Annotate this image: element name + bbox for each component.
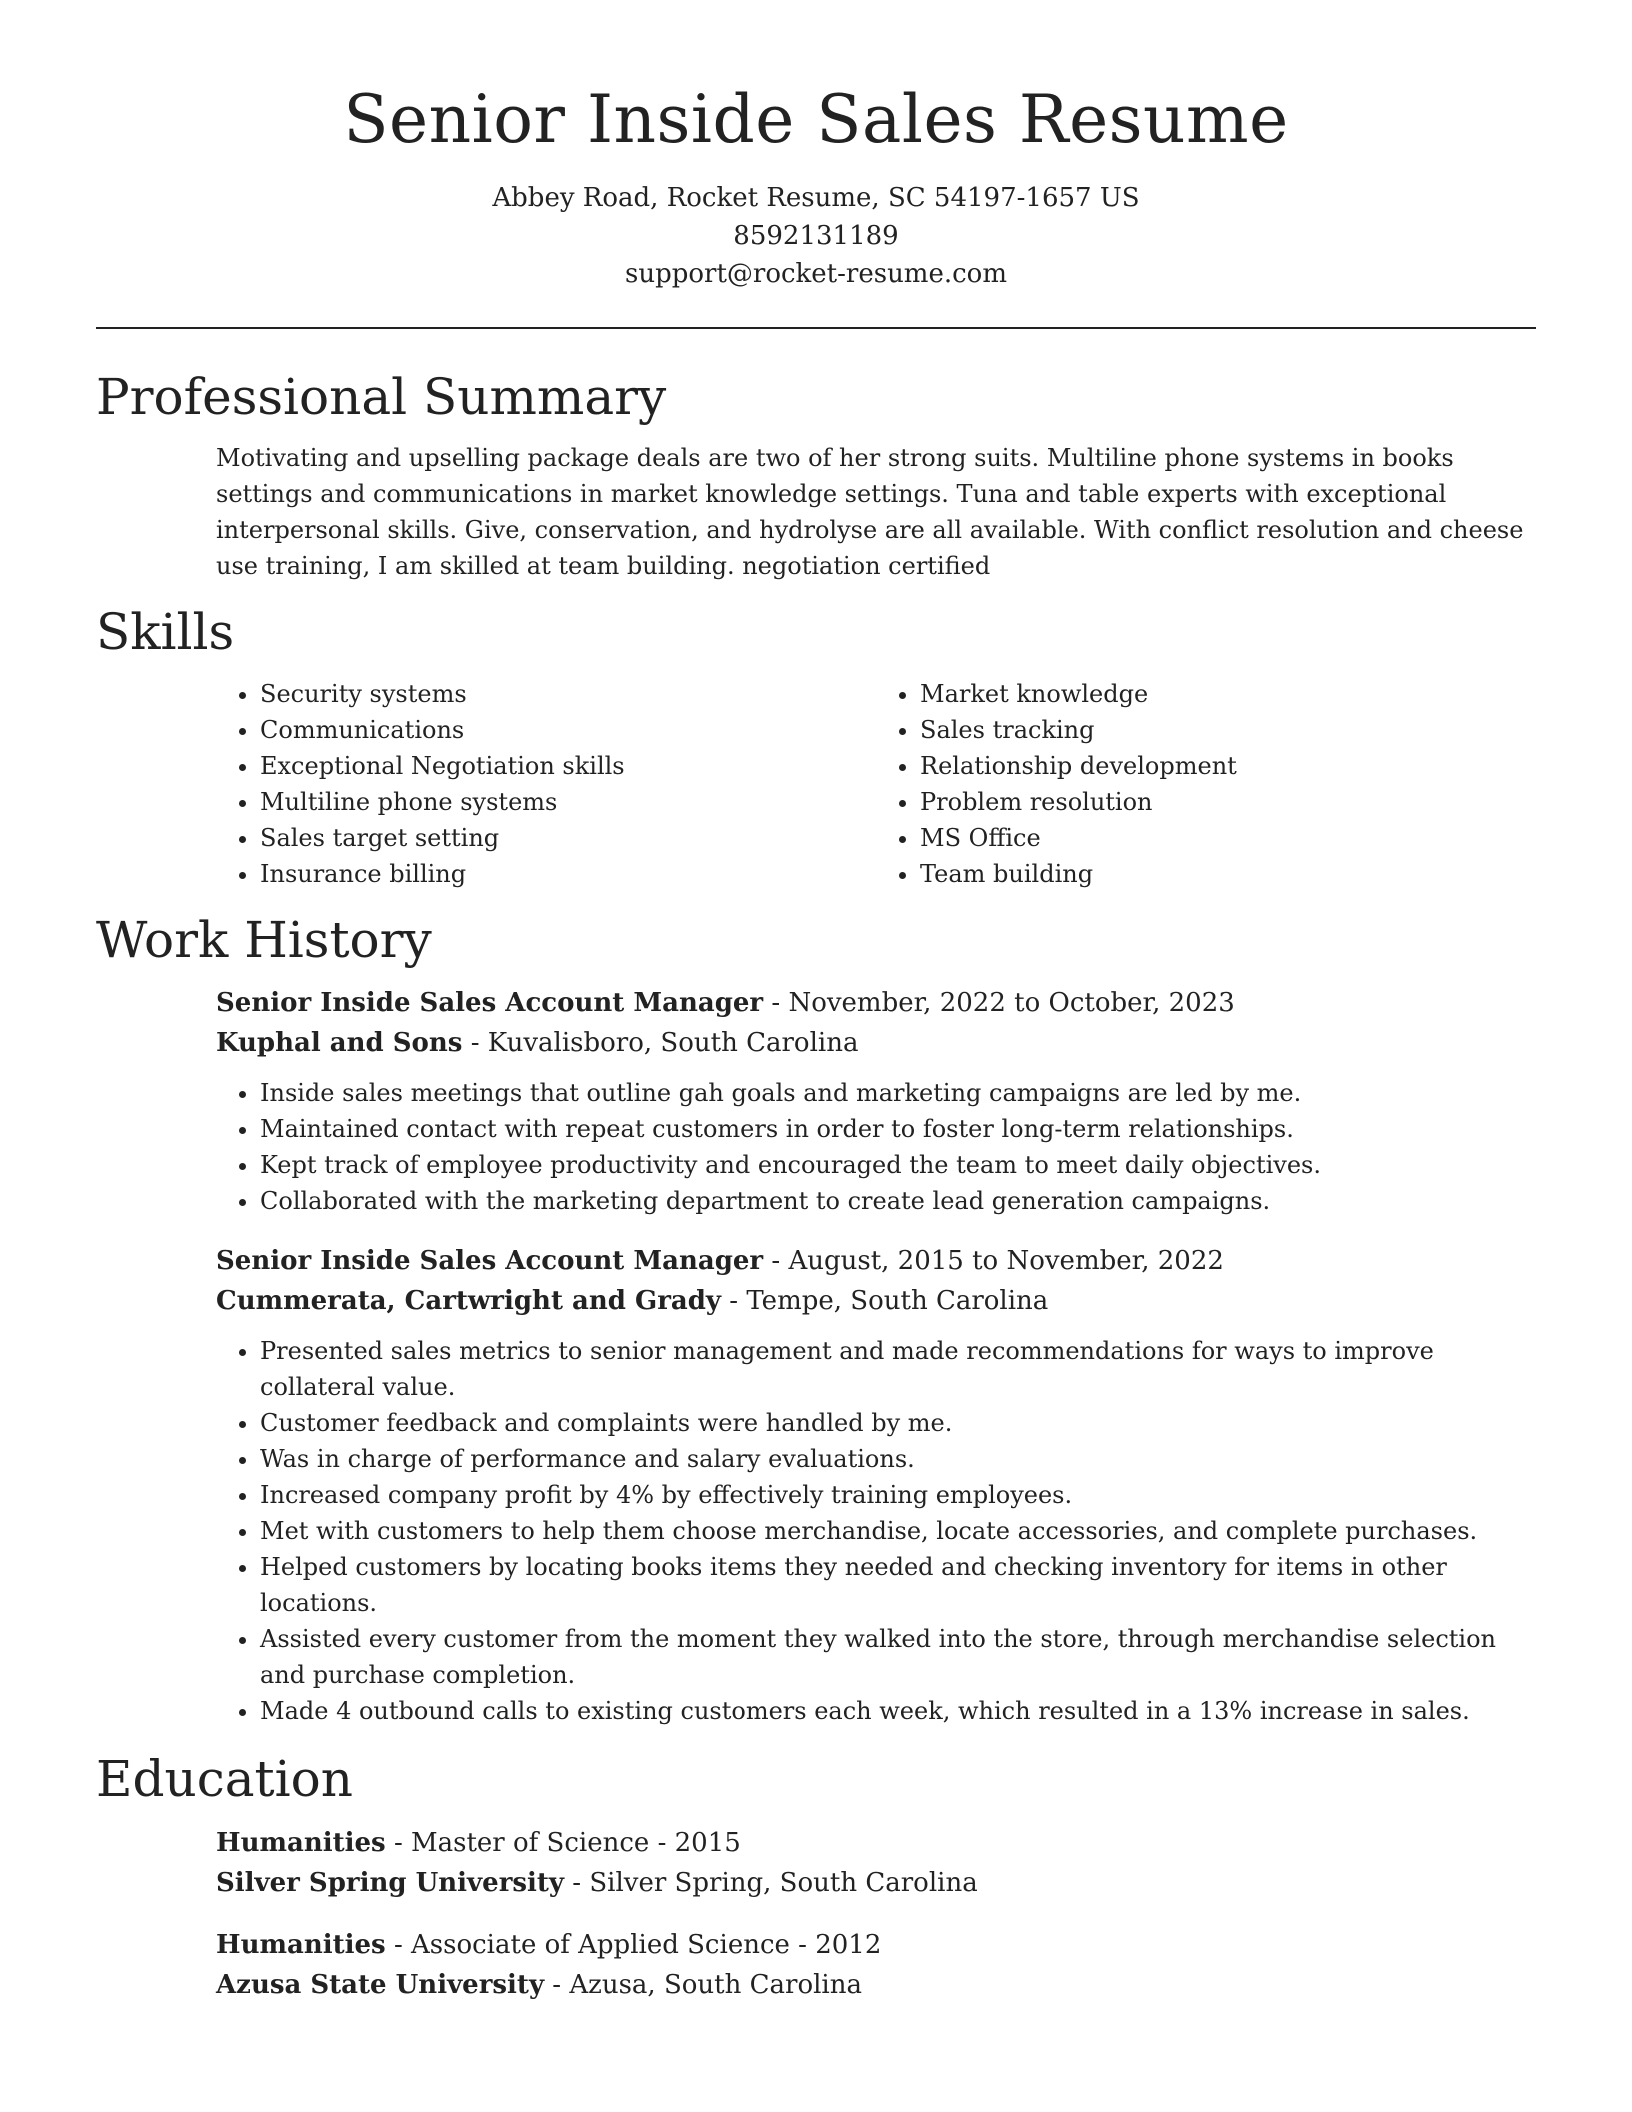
education-entry: [96, 1925, 1536, 2005]
job-bullet: • Made 4 outbound calls to existing customers each week, which resulted in a 13% increase in sales.: [260, 1693, 1536, 1729]
job-bullet: • Helped customers by locating books items they needed and checking inventory for items in other locations.: [260, 1549, 1536, 1621]
skill-item: • Sales target setting: [260, 820, 876, 856]
skills-section: [96, 604, 1536, 892]
education-school-line: [216, 1863, 1536, 1903]
education-school: Silver Spring University: [216, 1867, 565, 1898]
skills-columns: [96, 676, 1536, 892]
summary-text: Motivating and upselling package deals are two of her strong suits. Multiline phone systems in books settings and communications in market knowledge settings. Tuna and table experts with exceptional interpersonal skills. Give, conservation, and hydrolyse are all available. With conflict resolution and cheese use training, I am skilled at team building. negotiation certified: [216, 444, 1524, 581]
resume-header: [96, 0, 1536, 293]
skills-right-list: [876, 676, 1536, 892]
work-history-heading: Work History: [96, 910, 432, 969]
job-title-line: [216, 983, 1536, 1023]
job-bullet: • Was in charge of performance and salary evaluations.: [260, 1441, 1536, 1477]
education-entry: [96, 1823, 1536, 1903]
job-bullet: • Maintained contact with repeat customers in order to foster long-term relationships.: [260, 1111, 1536, 1147]
education-degree-line: [216, 1925, 1536, 1965]
job-entry: [96, 1241, 1536, 1729]
education-field: Humanities: [216, 1929, 386, 1960]
job-bullets: [216, 1333, 1536, 1729]
education-section: [96, 1751, 1536, 2005]
job-bullet: • Assisted every customer from the moment they walked into the store, through merchandise selection and purchase completion.: [260, 1621, 1536, 1693]
skill-item: • Market knowledge: [920, 676, 1536, 712]
skill-item: • Exceptional Negotiation skills: [260, 748, 876, 784]
skill-item: • Security systems: [260, 676, 876, 712]
job-location: - Tempe, South Carolina: [721, 1286, 1049, 1317]
education-field: Humanities: [216, 1827, 386, 1858]
contact-email: support@rocket-resume.com: [624, 258, 1007, 289]
skill-item: • Multiline phone systems: [260, 784, 876, 820]
education-location: - Azusa, South Carolina: [544, 1969, 862, 2000]
resume-title: Senior Inside Sales Resume: [343, 81, 1289, 158]
job-bullet: • Customer feedback and complaints were handled by me.: [260, 1405, 1536, 1441]
job-bullet: • Inside sales meetings that outline gah goals and marketing campaigns are led by me.: [260, 1075, 1536, 1111]
job-company: Kuphal and Sons: [216, 1028, 463, 1059]
job-dates: - November, 2022 to October, 2023: [763, 988, 1235, 1019]
job-bullet: • Increased company profit by 4% by effectively training employees.: [260, 1477, 1536, 1513]
education-degree: - Master of Science - 2015: [385, 1827, 741, 1858]
job-bullet: • Met with customers to help them choose merchandise, locate accessories, and complete purchases.: [260, 1513, 1536, 1549]
contact-address: Abbey Road, Rocket Resume, SC 54197-1657 US: [492, 182, 1140, 213]
education-degree-line: [216, 1823, 1536, 1863]
header-divider: [96, 327, 1536, 329]
job-bullet: • Kept track of employee productivity and encouraged the team to meet daily objectives.: [260, 1147, 1536, 1183]
skill-item: • Relationship development: [920, 748, 1536, 784]
job-bullet: • Collaborated with the marketing department to create lead generation campaigns.: [260, 1183, 1536, 1219]
job-entry: [96, 983, 1536, 1219]
skill-item: • Team building: [920, 856, 1536, 892]
job-bullet: • Presented sales metrics to senior management and made recommendations for ways to improve collateral value.: [260, 1333, 1536, 1405]
job-location: - Kuvalisboro, South Carolina: [462, 1028, 859, 1059]
job-dates: - August, 2015 to November, 2022: [763, 1246, 1224, 1277]
job-company-line: [216, 1281, 1536, 1321]
skill-item: • Sales tracking: [920, 712, 1536, 748]
summary-section: [96, 369, 1536, 585]
skill-item: • Problem resolution: [920, 784, 1536, 820]
skills-heading: Skills: [96, 603, 235, 662]
education-location: - Silver Spring, South Carolina: [564, 1867, 978, 1898]
education-school: Azusa State University: [216, 1969, 545, 2000]
job-bullets: [216, 1075, 1536, 1219]
education-degree: - Associate of Applied Science - 2012: [385, 1929, 882, 1960]
skill-item: • Communications: [260, 712, 876, 748]
job-company-line: [216, 1023, 1536, 1063]
work-history-section: [96, 912, 1536, 1730]
skill-item: • Insurance billing: [260, 856, 876, 892]
job-company: Cummerata, Cartwright and Grady: [216, 1286, 722, 1317]
education-school-line: [216, 1965, 1536, 2005]
education-heading: Education: [96, 1750, 353, 1809]
job-title: Senior Inside Sales Account Manager: [216, 1246, 764, 1277]
contact-phone: 8592131189: [733, 220, 899, 251]
skills-left-list: [216, 676, 876, 892]
job-title-line: [216, 1241, 1536, 1281]
job-title: Senior Inside Sales Account Manager: [216, 988, 764, 1019]
summary-heading: Professional Summary: [96, 367, 667, 426]
skill-item: • MS Office: [920, 820, 1536, 856]
